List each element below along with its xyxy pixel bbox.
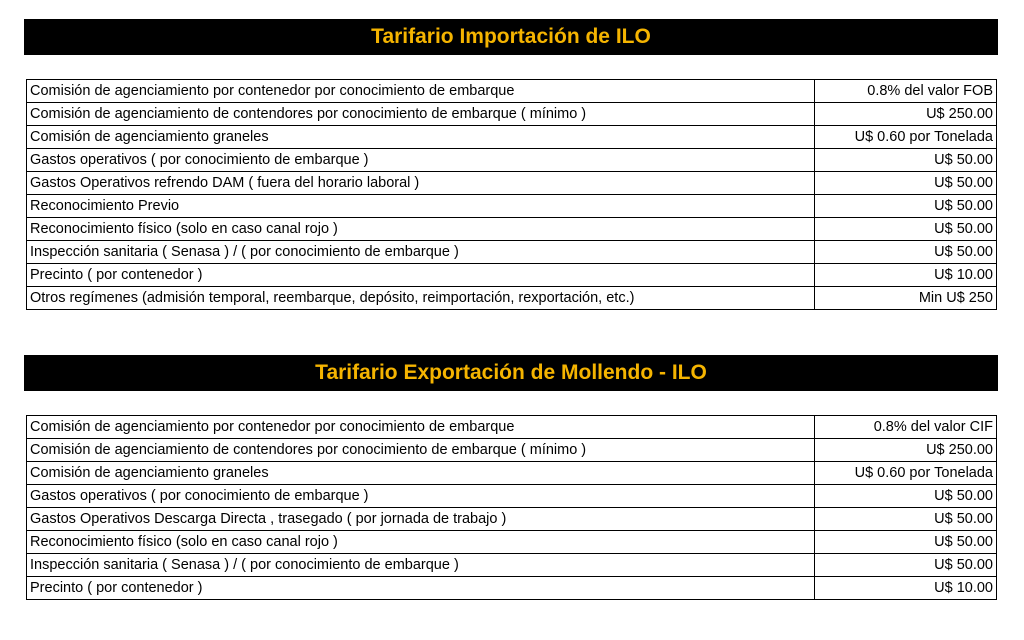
table-row — [27, 218, 997, 241]
table-row — [27, 485, 997, 508]
price-cell: U$ 50.00 — [815, 241, 997, 264]
concept-cell: Comisión de agenciamiento graneles — [27, 462, 815, 485]
price-cell: 0.8% del valor CIF — [815, 416, 997, 439]
price-cell: U$ 50.00 — [815, 218, 997, 241]
table-row — [27, 149, 997, 172]
table-row — [27, 80, 997, 103]
price-cell: Min U$ 250 — [815, 287, 997, 310]
table-row — [27, 172, 997, 195]
export-tariff-title: Tarifario Exportación de Mollendo - ILO — [315, 361, 707, 384]
concept-cell: Gastos Operativos refrendo DAM ( fuera del horario laboral ) — [27, 172, 815, 195]
table-row — [27, 195, 997, 218]
price-cell: U$ 50.00 — [815, 195, 997, 218]
price-cell: U$ 10.00 — [815, 577, 997, 600]
concept-cell: Otros regímenes (admisión temporal, reembarque, depósito, reimportación, rexportación, etc.) — [27, 287, 815, 310]
price-cell: U$ 50.00 — [815, 508, 997, 531]
import-tariff-table — [26, 79, 997, 310]
price-cell: U$ 50.00 — [815, 149, 997, 172]
price-cell: U$ 0.60 por Tonelada — [815, 462, 997, 485]
price-cell: U$ 0.60 por Tonelada — [815, 126, 997, 149]
table-row — [27, 103, 997, 126]
export-tariff-table — [26, 415, 997, 600]
price-cell: U$ 50.00 — [815, 554, 997, 577]
concept-cell: Reconocimiento físico (solo en caso canal rojo ) — [27, 531, 815, 554]
table-row — [27, 531, 997, 554]
concept-cell: Reconocimiento físico (solo en caso canal rojo ) — [27, 218, 815, 241]
concept-cell: Precinto ( por contenedor ) — [27, 264, 815, 287]
price-cell: U$ 50.00 — [815, 531, 997, 554]
concept-cell: Inspección sanitaria ( Senasa ) / ( por conocimiento de embarque ) — [27, 554, 815, 577]
price-cell: U$ 250.00 — [815, 103, 997, 126]
table-row — [27, 287, 997, 310]
table-row — [27, 577, 997, 600]
concept-cell: Precinto ( por contenedor ) — [27, 577, 815, 600]
table-row — [27, 126, 997, 149]
price-cell: U$ 10.00 — [815, 264, 997, 287]
concept-cell: Gastos operativos ( por conocimiento de embarque ) — [27, 149, 815, 172]
table-row — [27, 439, 997, 462]
price-cell: U$ 50.00 — [815, 172, 997, 195]
table-row — [27, 508, 997, 531]
table-row — [27, 554, 997, 577]
export-tariff-banner — [24, 355, 998, 391]
concept-cell: Comisión de agenciamiento por contenedor por conocimiento de embarque — [27, 80, 815, 103]
price-cell: U$ 250.00 — [815, 439, 997, 462]
table-row — [27, 416, 997, 439]
concept-cell: Gastos operativos ( por conocimiento de embarque ) — [27, 485, 815, 508]
concept-cell: Reconocimiento Previo — [27, 195, 815, 218]
concept-cell: Comisión de agenciamiento graneles — [27, 126, 815, 149]
table-row — [27, 264, 997, 287]
import-tariff-banner — [24, 19, 998, 55]
price-cell: 0.8% del valor FOB — [815, 80, 997, 103]
concept-cell: Comisión de agenciamiento por contenedor por conocimiento de embarque — [27, 416, 815, 439]
import-tariff-title: Tarifario Importación de ILO — [371, 25, 651, 48]
concept-cell: Gastos Operativos Descarga Directa , trasegado ( por jornada de trabajo ) — [27, 508, 815, 531]
table-row — [27, 241, 997, 264]
price-cell: U$ 50.00 — [815, 485, 997, 508]
concept-cell: Inspección sanitaria ( Senasa ) / ( por conocimiento de embarque ) — [27, 241, 815, 264]
concept-cell: Comisión de agenciamiento de contendores por conocimiento de embarque ( mínimo ) — [27, 103, 815, 126]
concept-cell: Comisión de agenciamiento de contendores por conocimiento de embarque ( mínimo ) — [27, 439, 815, 462]
table-row — [27, 462, 997, 485]
